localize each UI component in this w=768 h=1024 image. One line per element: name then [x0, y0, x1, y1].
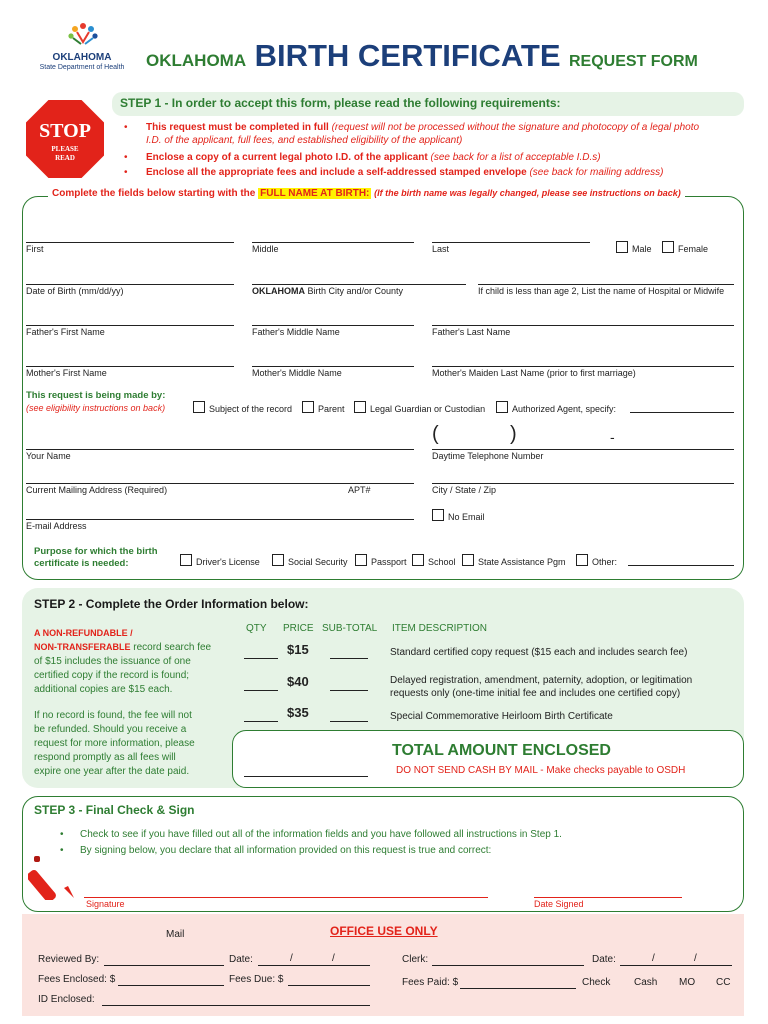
title-left: OKLAHOMA [146, 51, 247, 70]
purpose-label-1: Purpose for which the birth [34, 546, 158, 557]
item-desc-2a: Delayed registration, amendment, paternity, adoption, or legitimation [390, 675, 693, 686]
purpose-state-checkbox[interactable]: State Assistance Pgm [462, 554, 566, 567]
office-mail: Mail [166, 929, 185, 940]
step1-bullet-1-cont: I.D. of the applicant, full fees, and established eligibility of the applicant) [146, 135, 463, 146]
mother-maiden-field[interactable] [432, 366, 734, 367]
dob-field[interactable] [26, 284, 234, 285]
step1-bullet-1: This request must be completed in full (request will not be processed without the signature and photocopy of a legal photo [146, 122, 700, 133]
qty-field-1[interactable] [244, 658, 278, 659]
guardian-checkbox[interactable]: Legal Guardian or Custodian [354, 401, 485, 414]
fees-due-label: Fees Due: $ [229, 974, 284, 985]
qty-field-3[interactable] [244, 721, 278, 722]
agent-specify-field[interactable] [630, 412, 734, 413]
date-field-2[interactable] [620, 965, 732, 966]
step1-bullet-3: Enclose all the appropriate fees and include a self-addressed stamped envelope (see back for mailing address) [146, 167, 664, 178]
city-state-label: City / State / Zip [432, 485, 497, 495]
id-enclosed-field[interactable] [102, 1005, 370, 1006]
father-middle-field[interactable] [252, 325, 414, 326]
logo-name: OKLAHOMA [52, 52, 112, 63]
address-label: Current Mailing Address (Required) [26, 485, 168, 495]
mother-first-field[interactable] [26, 366, 234, 367]
city-state-field[interactable] [432, 483, 734, 484]
total-amount-field[interactable] [244, 776, 368, 777]
stop-sub2: READ [55, 154, 75, 162]
fees-enclosed-label: Fees Enclosed: $ [38, 974, 116, 985]
item-desc-1: Standard certified copy request ($15 each and includes search fee) [390, 647, 688, 658]
mother-middle-label: Mother's Middle Name [252, 368, 342, 378]
hospital-label: If child is less than age 2, List the name of Hospital or Midwife [478, 286, 725, 296]
date-label-2: Date: [592, 954, 616, 965]
fees-enclosed-field[interactable] [118, 985, 224, 986]
date-signed-label: Date Signed [534, 899, 584, 909]
pay-check[interactable]: Check [582, 977, 611, 988]
step3-bullet-1: Check to see if you have filled out all of the information fields and you have followed all instructions in Step 1. [80, 829, 562, 840]
no-cash-note: DO NOT SEND CASH BY MAIL - Make checks payable to OSDH [396, 765, 686, 776]
date-slash-1b: / [332, 953, 335, 964]
price-2: $40 [287, 674, 309, 689]
date-slash-2a: / [652, 953, 655, 964]
request-by-label: This request is being made by: [26, 390, 166, 401]
email-label: E-mail Address [26, 521, 87, 531]
subtotal-field-3[interactable] [330, 721, 368, 722]
qty-field-2[interactable] [244, 690, 278, 691]
mother-maiden-label: Mother's Maiden Last Name (prior to first marriage) [432, 368, 636, 378]
nofound-5: expire one year after the date paid. [34, 766, 190, 777]
fields-intro: Complete the fields below starting with the FULL NAME AT BIRTH: (If the birth name was legally changed, please see instructions on back) [48, 188, 685, 199]
female-checkbox[interactable]: Female [662, 241, 708, 254]
office-title: OFFICE USE ONLY [330, 924, 438, 938]
col-item-desc: ITEM DESCRIPTION [392, 623, 488, 634]
phone-field[interactable] [432, 449, 734, 450]
subject-checkbox[interactable]: Subject of the record [193, 401, 292, 414]
nonrefund-1: A NON-REFUNDABLE / [34, 628, 133, 638]
step1-bullet-2: Enclose a copy of a current legal photo I.D. of the applicant (see back for a list of acceptable I.D.s) [146, 152, 601, 163]
col-subtotal: SUB-TOTAL [322, 623, 378, 634]
id-enclosed-label: ID Enclosed: [38, 994, 95, 1005]
date-slash-2b: / [694, 953, 697, 964]
price-1: $15 [287, 642, 309, 657]
email-field[interactable] [26, 519, 414, 520]
stop-word: STOP [39, 120, 91, 142]
fees-paid-label: Fees Paid: $ [402, 977, 459, 988]
osdh-logo [30, 22, 134, 78]
pay-cash[interactable]: Cash [634, 977, 658, 988]
parent-checkbox[interactable]: Parent [302, 401, 345, 414]
middle-name-field[interactable] [252, 242, 414, 243]
item-desc-3: Special Commemorative Heirloom Birth Certificate [390, 711, 613, 722]
step3-bullet-2: By signing below, you declare that all information provided on this request is true and correct: [80, 845, 492, 856]
purpose-other-checkbox[interactable]: Other: [576, 554, 617, 567]
nonrefund-4: certified copy if the record is found; [34, 670, 190, 681]
middle-label: Middle [252, 244, 279, 254]
purpose-other-field[interactable] [628, 565, 734, 566]
phone-dash: - [610, 429, 615, 445]
eligibility-note: (see eligibility instructions on back) [26, 403, 166, 413]
pay-mo[interactable]: MO [679, 977, 696, 988]
fees-paid-field[interactable] [460, 988, 576, 989]
stop-sub1: PLEASE [51, 145, 79, 153]
your-name-label: Your Name [26, 451, 71, 461]
father-first-label: Father's First Name [26, 327, 105, 337]
agent-checkbox[interactable]: Authorized Agent, specify: [496, 401, 616, 414]
step3-heading: STEP 3 - Final Check & Sign [34, 803, 195, 817]
signature-field[interactable] [84, 897, 488, 898]
last-name-field[interactable] [432, 242, 590, 243]
title-right: REQUEST FORM [568, 53, 698, 70]
purpose-school-checkbox[interactable]: School [412, 554, 456, 567]
male-checkbox[interactable]: Male [616, 241, 652, 254]
purpose-ss-checkbox[interactable]: Social Security [272, 554, 348, 567]
pen-icon [28, 850, 78, 900]
purpose-passport-checkbox[interactable]: Passport [355, 554, 407, 567]
subtotal-field-2[interactable] [330, 690, 368, 691]
father-middle-label: Father's Middle Name [252, 327, 340, 337]
apt-label: APT# [348, 485, 371, 495]
logo-figures-icon [63, 22, 103, 50]
no-email-checkbox[interactable]: No Email [432, 509, 485, 522]
purpose-dl-checkbox[interactable]: Driver's License [180, 554, 260, 567]
first-label: First [26, 244, 44, 254]
birth-city-field[interactable] [252, 284, 466, 285]
subtotal-field-1[interactable] [330, 658, 368, 659]
mother-middle-field[interactable] [252, 366, 414, 367]
dob-label: Date of Birth (mm/dd/yy) [26, 286, 124, 296]
item-desc-2b: requests only (one-time initial fee and includes one certified copy) [390, 688, 681, 699]
page-title [146, 38, 746, 74]
address-field[interactable] [26, 483, 414, 484]
nofound-2: be refunded. Should you receive a [34, 724, 187, 735]
clerk-field[interactable] [432, 965, 584, 966]
nofound-1: If no record is found, the fee will not [34, 710, 192, 721]
father-last-label: Father's Last Name [432, 327, 511, 337]
nonrefund-5: additional copies are $15 each. [34, 684, 173, 695]
step1-header-bar [112, 92, 744, 116]
phone-close-paren: ) [510, 423, 517, 445]
price-3: $35 [287, 705, 309, 720]
stop-sign [24, 98, 106, 180]
last-label: Last [432, 244, 450, 254]
your-name-field[interactable] [26, 449, 414, 450]
step1-heading: STEP 1 - In order to accept this form, please read the following requirements: [120, 96, 561, 110]
nofound-3: request for more information, please [34, 738, 195, 749]
title-main: BIRTH CERTIFICATE [254, 38, 561, 73]
hospital-field[interactable] [478, 284, 734, 285]
date-label-1: Date: [229, 954, 253, 965]
total-label: TOTAL AMOUNT ENCLOSED [392, 742, 611, 759]
purpose-label-2: certificate is needed: [34, 558, 129, 569]
fees-due-field[interactable] [288, 985, 370, 986]
nofound-4: respond promptly as all fees will [34, 752, 176, 763]
col-price: PRICE [283, 623, 314, 634]
col-qty: QTY [246, 623, 267, 634]
reviewed-label: Reviewed By: [38, 954, 100, 965]
signature-label: Signature [86, 899, 125, 909]
father-last-field[interactable] [432, 325, 734, 326]
phone-open-paren: ( [432, 423, 439, 445]
phone-label: Daytime Telephone Number [432, 451, 544, 461]
pay-cc[interactable]: CC [716, 977, 731, 988]
birth-city-label: OKLAHOMA Birth City and/or County [252, 286, 404, 296]
date-slash-1a: / [290, 953, 293, 964]
nonrefund-2: NON-TRANSFERABLE record search fee [34, 642, 212, 653]
first-name-field[interactable] [26, 242, 234, 243]
date-field-1[interactable] [258, 965, 370, 966]
date-signed-field[interactable] [534, 897, 682, 898]
step2-heading: STEP 2 - Complete the Order Information below: [34, 597, 309, 611]
logo-subtitle: State Department of Health [39, 64, 125, 71]
father-first-field[interactable] [26, 325, 234, 326]
clerk-label: Clerk: [402, 954, 429, 965]
mother-first-label: Mother's First Name [26, 368, 107, 378]
reviewed-field[interactable] [104, 965, 224, 966]
nonrefund-3: of $15 includes the issuance of one [34, 656, 191, 667]
